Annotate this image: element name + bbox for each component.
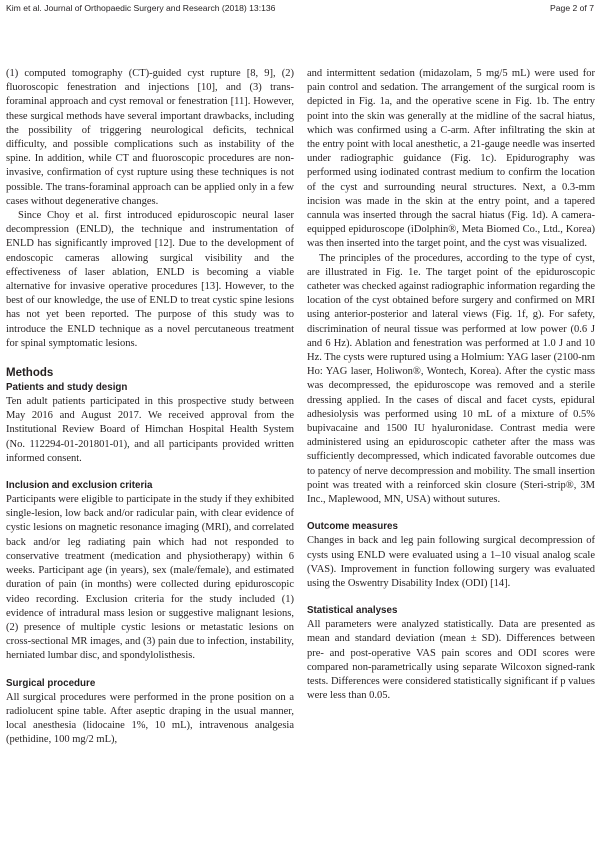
running-header bbox=[0, 0, 600, 14]
outcome-paragraph: Changes in back and leg pain following surgical decompression of cysts using ENLD were evaluated using a 1–10 visual analog scale (VAS). Improvement in function following surgery was evaluated using the Oswentry Disability Index (ODI) [14]. bbox=[307, 535, 595, 589]
page-number: Page 2 of 7 bbox=[550, 3, 594, 13]
patients-heading: Patients and study design bbox=[6, 382, 128, 394]
journal-citation: Kim et al. Journal of Orthopaedic Surgery and Research (2018) 13:136 bbox=[6, 3, 276, 13]
surgical-heading: Surgical procedure bbox=[6, 677, 96, 689]
principles-paragraph: The principles of the procedures, according to the type of cyst, are illustrated in Fig. 1e. The target point of the epiduroscopic catheter was checked against radiographic information regarding the location of the cyst obtained before surgery and confirmed on MRI using anterior-posterior and lateral views (Fig. 1f, g). For safety, discrimination of neural tissue was performed at low power (0.6 J and 6 Hz). Ablation and fenestration was performed at 1.0 J and 10 Hz. The cysts were ruptured using a Holmium: YAG laser (2100-nm Ho: YAG laser, Holiwon®, Wontech, Korea). After the cystic mass was decompressed, the epiduroscope was removed and a sterile dressing applied. In the cases of discal and facet cysts, epidural adhesiolysis was performed using 10 mL of a mixture of 0.5% bupivacaine and 1500 IU hyaluronidase. Contrast media were administered using an epiduroscopic catheter after the mass was sufficiently decompressed, which indicated favorable outcomes due to patency of nerve decompression and mobility. The small insertion point was treated with a reinforced skin closure (Steri-strip®, 3M Inc., Maplewood, MN, USA) without sutures. bbox=[307, 252, 595, 506]
outcome-heading: Outcome measures bbox=[307, 521, 398, 533]
surgical-paragraph-continued: and intermittent sedation (midazolam, 5 mg/5 mL) were used for pain control and sedation. The arrangement of the surgical room is depicted in Fig. 1a, and the operative scene in Fig. 1b. The entry point into the skin was generally at the midline of the sacral hiatus, which was confirmed using a C-arm. After infiltrating the skin at the entry point with local anesthetic, a 21-gauge needle was inserted under radiographic guidance (Fig. 1c). Epidurography was performed using iodinated contrast medium to confirm the location of the cyst and surrounding neural structures. Next, a 0.3-mm incision was made in the skin at the entry point, and a tapered cannula was inserted through the sacral hiatus (Fig. 1d). A camera-equipped epiduroscope (iDolphin®, Meta Biomed Co., Ltd., Korea) was then inserted into the target point, and the cyst was visualized. bbox=[307, 68, 595, 250]
surgical-paragraph: All surgical procedures were performed in the prone position on a radiolucent spine table. After aseptic draping in the usual manner, local anesthesia (lidocaine 1%, 10 mL), intravenous analgesia (pethidine, 100 mg/2 mL), bbox=[6, 691, 294, 746]
stats-heading: Statistical analyses bbox=[307, 605, 398, 617]
intro-paragraph-2: Since Choy et al. first introduced epiduroscopic neural laser decompression (ENLD), the technique and instrumentation of ENLD has significantly improved [12]. Due to the development of endoscopic cameras allowing surgical visibility and the effectiveness of laser ablation, ENLD is becoming a viable alternative for invasive operative procedures [13]. However, to the best of our knowledge, the use of ENLD to treat cystic spine lesions has not yet been reported. The purpose of this study was to introduce the ENLD technique as a novel percutaneous treatment for spinal symptomatic lesions. bbox=[6, 210, 294, 349]
left-column bbox=[6, 67, 294, 747]
inclusion-heading: Inclusion and exclusion criteria bbox=[6, 480, 153, 492]
patients-paragraph: Ten adult patients participated in this prospective study between May 2016 and August 2017. We received approval from the Institutional Review Board of Himchan Hospital Health System (No. 112294-01-201801-01), and all participants provided written informed consent. bbox=[6, 396, 294, 464]
methods-heading: Methods bbox=[6, 367, 54, 380]
intro-paragraph-1: (1) computed tomography (CT)-guided cyst rupture [8, 9], (2) fluoroscopic fenestration and injections [10], and (3) trans-foraminal approach and cyst removal or fenestration [11]. However, these surgical methods have several important drawbacks, including the possibility of triggering neurological deficits, technical difficulty, and possible complications such as instability of the spine. In addition, while CT and fluoroscopic procedures are non-invasive, confirmation of cyst rupture using these techniques is not possible. The trans-foraminal approach can be applied only in a few cases without degenerative changes. bbox=[6, 68, 294, 207]
stats-paragraph: All parameters were analyzed statistically. Data are presented as mean and standard deviation (mean ± SD). Differences between pre- and post-operative VAS pain scores and ODI scores were compared non-parametrically using separate Wilcoxon signed-rank tests. Differences were considered statistically significant if p values were less than 0.05. bbox=[307, 619, 595, 702]
right-column bbox=[307, 67, 595, 703]
inclusion-paragraph: Participants were eligible to participate in the study if they exhibited single-lesion, low back and/or radicular pain, with clear evidence of cystic lesions on magnetic resonance imaging (MRI), and correlated back and/or leg radiating pain which had not responded to conservative treatment (medication and physiotherapy) within 6 weeks. Participant age (in years), sex (male/female), and estimated duration of pain (in months) were collected during epiduroscopic video recording. Exclusion criteria for the study included (1) evidence of intradural mass lesion or suggestive malignant lesions, (2) presence of multiple cystic lesions or metastatic lesions on cross-sectional MR images, and (3) pain due to infection, instability, herniated lumbar disc, and spondylolisthesis. bbox=[6, 494, 294, 662]
